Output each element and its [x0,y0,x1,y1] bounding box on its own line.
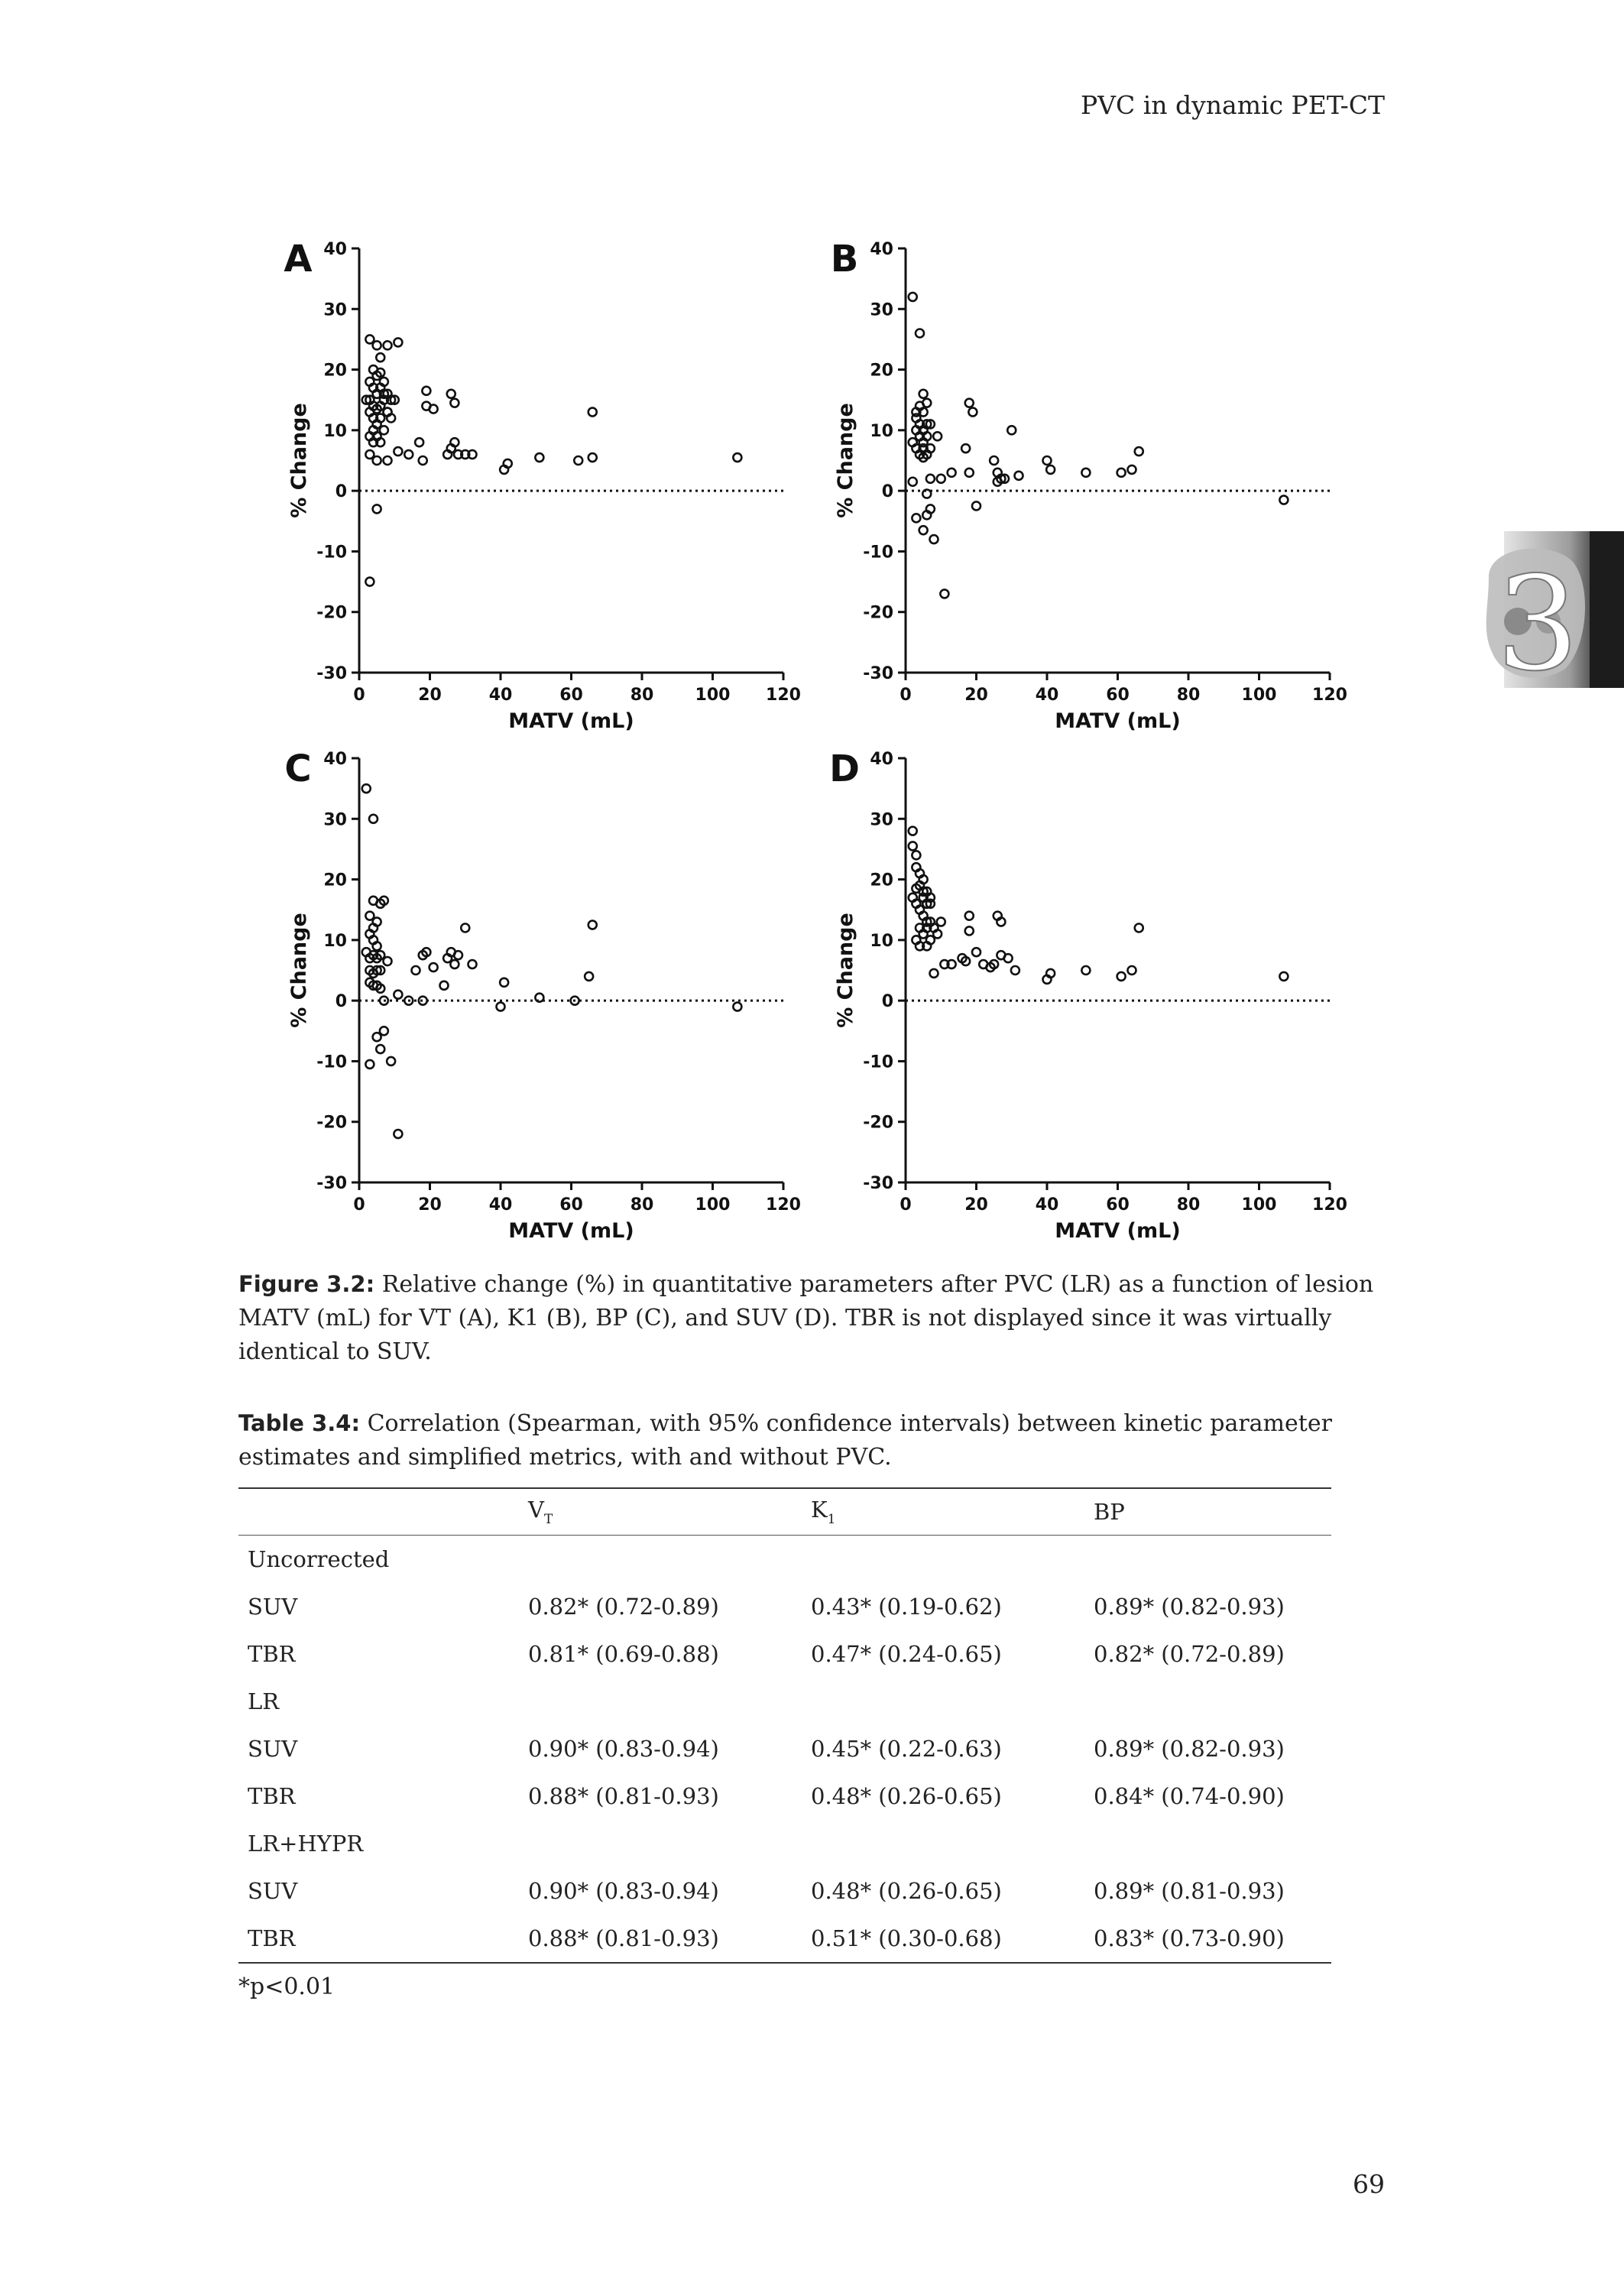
x-tick-label: 40 [488,686,513,705]
data-point [500,978,508,987]
x-tick-label: 60 [559,1195,583,1215]
table-row [238,1915,1331,1963]
y-tick-label: 0 [335,482,347,502]
data-point [937,475,945,483]
data-point [450,399,459,407]
table-cell: 0.90* (0.83-0.94) [528,1878,719,1904]
data-point [384,957,392,965]
data-point [972,501,981,510]
table-cell: 0.45* (0.22-0.63) [811,1736,1002,1762]
y-tick-label: 20 [323,871,347,890]
table-footnote: *p<0.01 [238,1974,335,2000]
y-tick-label: -10 [863,543,893,563]
data-point [1043,456,1052,465]
data-point [415,438,423,446]
table-header-row [238,1488,1331,1536]
x-tick-label: 100 [695,1195,731,1215]
data-point [394,447,402,456]
x-tick-label: 100 [695,686,731,705]
table-row-label: Uncorrected [248,1546,390,1572]
data-point [419,456,427,465]
x-tick-label: 80 [630,686,654,705]
table-row-label: LR+HYPR [248,1831,364,1857]
data-point [588,921,597,929]
y-tick-label: 40 [870,240,893,259]
table-row-label: SUV [248,1736,298,1762]
data-point [948,469,956,477]
y-tick-label: -30 [863,664,893,683]
data-point [733,1003,741,1011]
y-axis-title: % Change [287,913,311,1028]
data-point [422,387,430,395]
table-cell: 0.89* (0.82-0.93) [1094,1594,1285,1620]
header-vt-sub: T [543,1512,553,1527]
data-point [369,815,378,823]
x-tick-label: 20 [418,1195,442,1215]
table-body [238,1536,1331,1964]
table-row [238,1630,1331,1678]
table-caption-text: Correlation (Spearman, with 95% confidence intervals) between kinetic parameter estimates and simplified metrics, with and without PVC. [238,1410,1332,1471]
data-point [585,972,593,981]
data-point [990,456,998,465]
table-cell: 0.81* (0.69-0.88) [528,1641,719,1667]
data-point [450,960,459,968]
data-point [430,963,438,971]
data-point [909,478,917,486]
data-point [588,453,597,462]
table-cell: 0.51* (0.30-0.68) [811,1925,1002,1951]
y-tick-label: 30 [323,300,347,320]
x-tick-label: 60 [1106,1195,1130,1215]
x-tick-label: 100 [1241,686,1277,705]
table-cell: 0.88* (0.81-0.93) [528,1925,719,1951]
table-cell: 0.88* (0.81-0.93) [528,1783,719,1809]
panel-label: C [284,748,312,790]
table-cell: 0.48* (0.26-0.65) [811,1783,1002,1809]
x-tick-label: 40 [1035,686,1059,705]
table-cell [1084,1820,1331,1867]
data-point [1279,972,1288,981]
y-tick-label: -20 [863,603,893,623]
table-header-cell [519,1488,802,1536]
y-tick-label: -10 [316,543,347,563]
data-point [930,535,938,543]
table-cell: 0.83* (0.73-0.90) [1094,1925,1285,1951]
y-tick-label: 20 [870,871,893,890]
y-tick-label: 0 [335,992,347,1012]
running-head: PVC in dynamic PET-CT [1080,90,1385,120]
x-tick-label: 0 [353,1195,365,1215]
table-row-label: TBR [248,1641,296,1667]
panel-label: D [829,748,860,790]
table-row-label: TBR [248,1925,296,1951]
data-point [440,981,449,990]
table-caption [238,1406,1385,1474]
data-point [930,969,938,978]
data-point [394,338,402,346]
table-cell: 0.89* (0.82-0.93) [1094,1736,1285,1762]
y-tick-label: 20 [323,361,347,381]
x-tick-label: 120 [766,686,801,705]
data-point [940,589,948,598]
data-point [1015,472,1023,480]
data-point [404,450,413,459]
data-point [965,469,974,477]
data-point [1117,469,1126,477]
data-point [922,490,931,498]
figure-3-2 [275,225,1376,1265]
table-cell: 0.82* (0.72-0.89) [1094,1641,1285,1667]
table-cell [1084,1536,1331,1584]
y-tick-label: -30 [316,1174,347,1193]
data-point [919,390,928,398]
x-tick-label: 20 [418,686,442,705]
table-row [238,1820,1331,1867]
data-point [1117,972,1126,981]
data-point [362,784,371,793]
table-cell: 0.48* (0.26-0.65) [811,1878,1002,1904]
table-header-cell [802,1488,1084,1536]
x-tick-label: 20 [964,1195,988,1215]
data-point [912,514,920,522]
x-tick-label: 0 [900,686,912,705]
data-point [380,1026,388,1035]
data-point [1128,966,1136,975]
table-cell: 0.89* (0.81-0.93) [1094,1878,1285,1904]
x-axis-title: MATV (mL) [508,709,634,733]
x-tick-label: 0 [353,686,365,705]
data-point [412,966,420,975]
table-cell [519,1536,802,1584]
data-point [926,475,935,483]
data-point [588,408,597,417]
data-point [535,994,543,1002]
data-point [497,1003,505,1011]
table-cell [802,1820,1084,1867]
data-point [733,453,741,462]
x-tick-label: 120 [1312,1195,1347,1215]
data-point [968,408,977,417]
data-point [909,827,917,835]
header-k1-sub: 1 [827,1512,836,1527]
y-tick-label: 10 [870,421,893,441]
y-tick-label: 40 [323,750,347,769]
data-point [384,341,392,349]
y-tick-label: 0 [881,992,893,1012]
y-tick-label: 10 [323,421,347,441]
table-cell: 0.84* (0.74-0.90) [1094,1783,1285,1809]
y-tick-label: -20 [316,603,347,623]
page-number: 69 [1353,2169,1385,2199]
y-tick-label: 10 [870,931,893,951]
panel-label: A [284,238,313,281]
chapter-number: 3 [1496,549,1580,688]
data-point [1011,966,1019,975]
y-tick-label: 30 [870,810,893,830]
y-axis-title: % Change [287,403,311,518]
y-tick-label: 10 [323,931,347,951]
table-header-cell: BP [1094,1499,1125,1525]
table-row [238,1772,1331,1820]
x-tick-label: 80 [630,1195,654,1215]
x-tick-label: 40 [488,1195,513,1215]
scatter-plot-grid [275,225,1376,1265]
data-point [387,1057,395,1065]
figure-caption-text: Relative change (%) in quantitative parameters after PVC (LR) as a function of lesion MATV (mL) for VT (A), K1 (B), BP (C), and SUV (D). TBR is not displayed since it was virtually identical to SUV. [238,1271,1374,1365]
x-tick-label: 120 [766,1195,801,1215]
figure-caption [238,1267,1385,1369]
x-tick-label: 120 [1312,686,1347,705]
data-point [384,456,392,465]
header-k1: K [811,1497,828,1523]
data-point [373,456,381,465]
data-point [468,960,477,968]
data-point [909,293,917,301]
data-point [394,1130,402,1138]
data-point [535,453,543,462]
data-point [1046,465,1055,474]
data-point [365,578,374,586]
y-axis-title: % Change [834,913,857,1028]
y-axis-title: % Change [834,403,857,518]
x-tick-label: 40 [1035,1195,1059,1215]
table-row [238,1678,1331,1725]
table-header-cell [238,1488,519,1536]
table-row [238,1725,1331,1772]
y-tick-label: -30 [316,664,347,683]
table-cell: 0.82* (0.72-0.89) [528,1594,719,1620]
x-tick-label: 80 [1176,1195,1201,1215]
data-point [447,390,455,398]
table-cell: 0.47* (0.24-0.65) [811,1641,1002,1667]
data-point [394,991,402,999]
data-point [916,329,924,338]
data-point [574,456,582,465]
y-tick-label: -30 [863,1174,893,1193]
header-vt: V [528,1497,544,1523]
figure-caption-label: Figure 3.2: [238,1271,375,1297]
x-axis-title: MATV (mL) [1055,709,1181,733]
table-row [238,1583,1331,1630]
y-tick-label: -20 [863,1113,893,1133]
scatter-panel-c [284,748,801,1243]
data-point [1128,465,1136,474]
scatter-panel-b [831,238,1347,733]
x-axis-title: MATV (mL) [508,1219,634,1243]
x-tick-label: 60 [1106,686,1130,705]
table-row [238,1867,1331,1915]
data-point [1135,924,1143,932]
y-tick-label: 40 [323,240,347,259]
table-cell [802,1536,1084,1584]
data-point [376,1045,384,1053]
table-cell [1084,1678,1331,1725]
y-tick-label: -10 [316,1052,347,1072]
data-point [909,842,917,850]
data-point [1081,966,1090,975]
table-row-label: SUV [248,1878,298,1904]
data-point [1007,426,1016,434]
data-point [933,432,942,440]
scatter-panel-a [284,238,801,733]
data-point [373,504,381,513]
data-point [461,924,469,932]
table-caption-label: Table 3.4: [238,1410,361,1436]
data-point [972,948,981,956]
data-point [419,997,427,1005]
data-point [376,353,384,362]
table-cell: 0.90* (0.83-0.94) [528,1736,719,1762]
data-point [937,918,945,926]
data-point [912,851,920,859]
table-cell [802,1678,1084,1725]
data-point [1279,496,1288,504]
data-point [373,341,381,349]
x-tick-label: 60 [559,686,583,705]
y-tick-label: 20 [870,361,893,381]
panel-label: B [830,238,859,281]
data-point [961,444,970,452]
table-row [238,1536,1331,1584]
table-cell: 0.43* (0.19-0.62) [811,1594,1002,1620]
data-point [965,399,974,407]
correlation-table [238,1487,1331,1964]
data-point [1081,469,1090,477]
data-point [1135,447,1143,456]
x-tick-label: 100 [1241,1195,1277,1215]
data-point [365,1060,374,1069]
table-row-label: TBR [248,1783,296,1809]
y-tick-label: 0 [881,482,893,502]
chapter-thumb-tab [1458,531,1624,688]
scatter-panel-d [829,748,1347,1243]
data-point [919,526,928,534]
x-axis-title: MATV (mL) [1055,1219,1181,1243]
x-tick-label: 80 [1176,686,1201,705]
table-cell [519,1820,802,1867]
chapter-tab-image [1458,531,1624,688]
y-tick-label: 30 [323,810,347,830]
y-tick-label: -20 [316,1113,347,1133]
data-point [965,912,974,920]
table-cell [519,1678,802,1725]
y-tick-label: 40 [870,750,893,769]
table-row-label: LR [248,1688,280,1714]
data-point [965,926,974,935]
y-tick-label: -10 [863,1052,893,1072]
y-tick-label: 30 [870,300,893,320]
x-tick-label: 20 [964,686,988,705]
x-tick-label: 0 [900,1195,912,1215]
table-row-label: SUV [248,1594,298,1620]
